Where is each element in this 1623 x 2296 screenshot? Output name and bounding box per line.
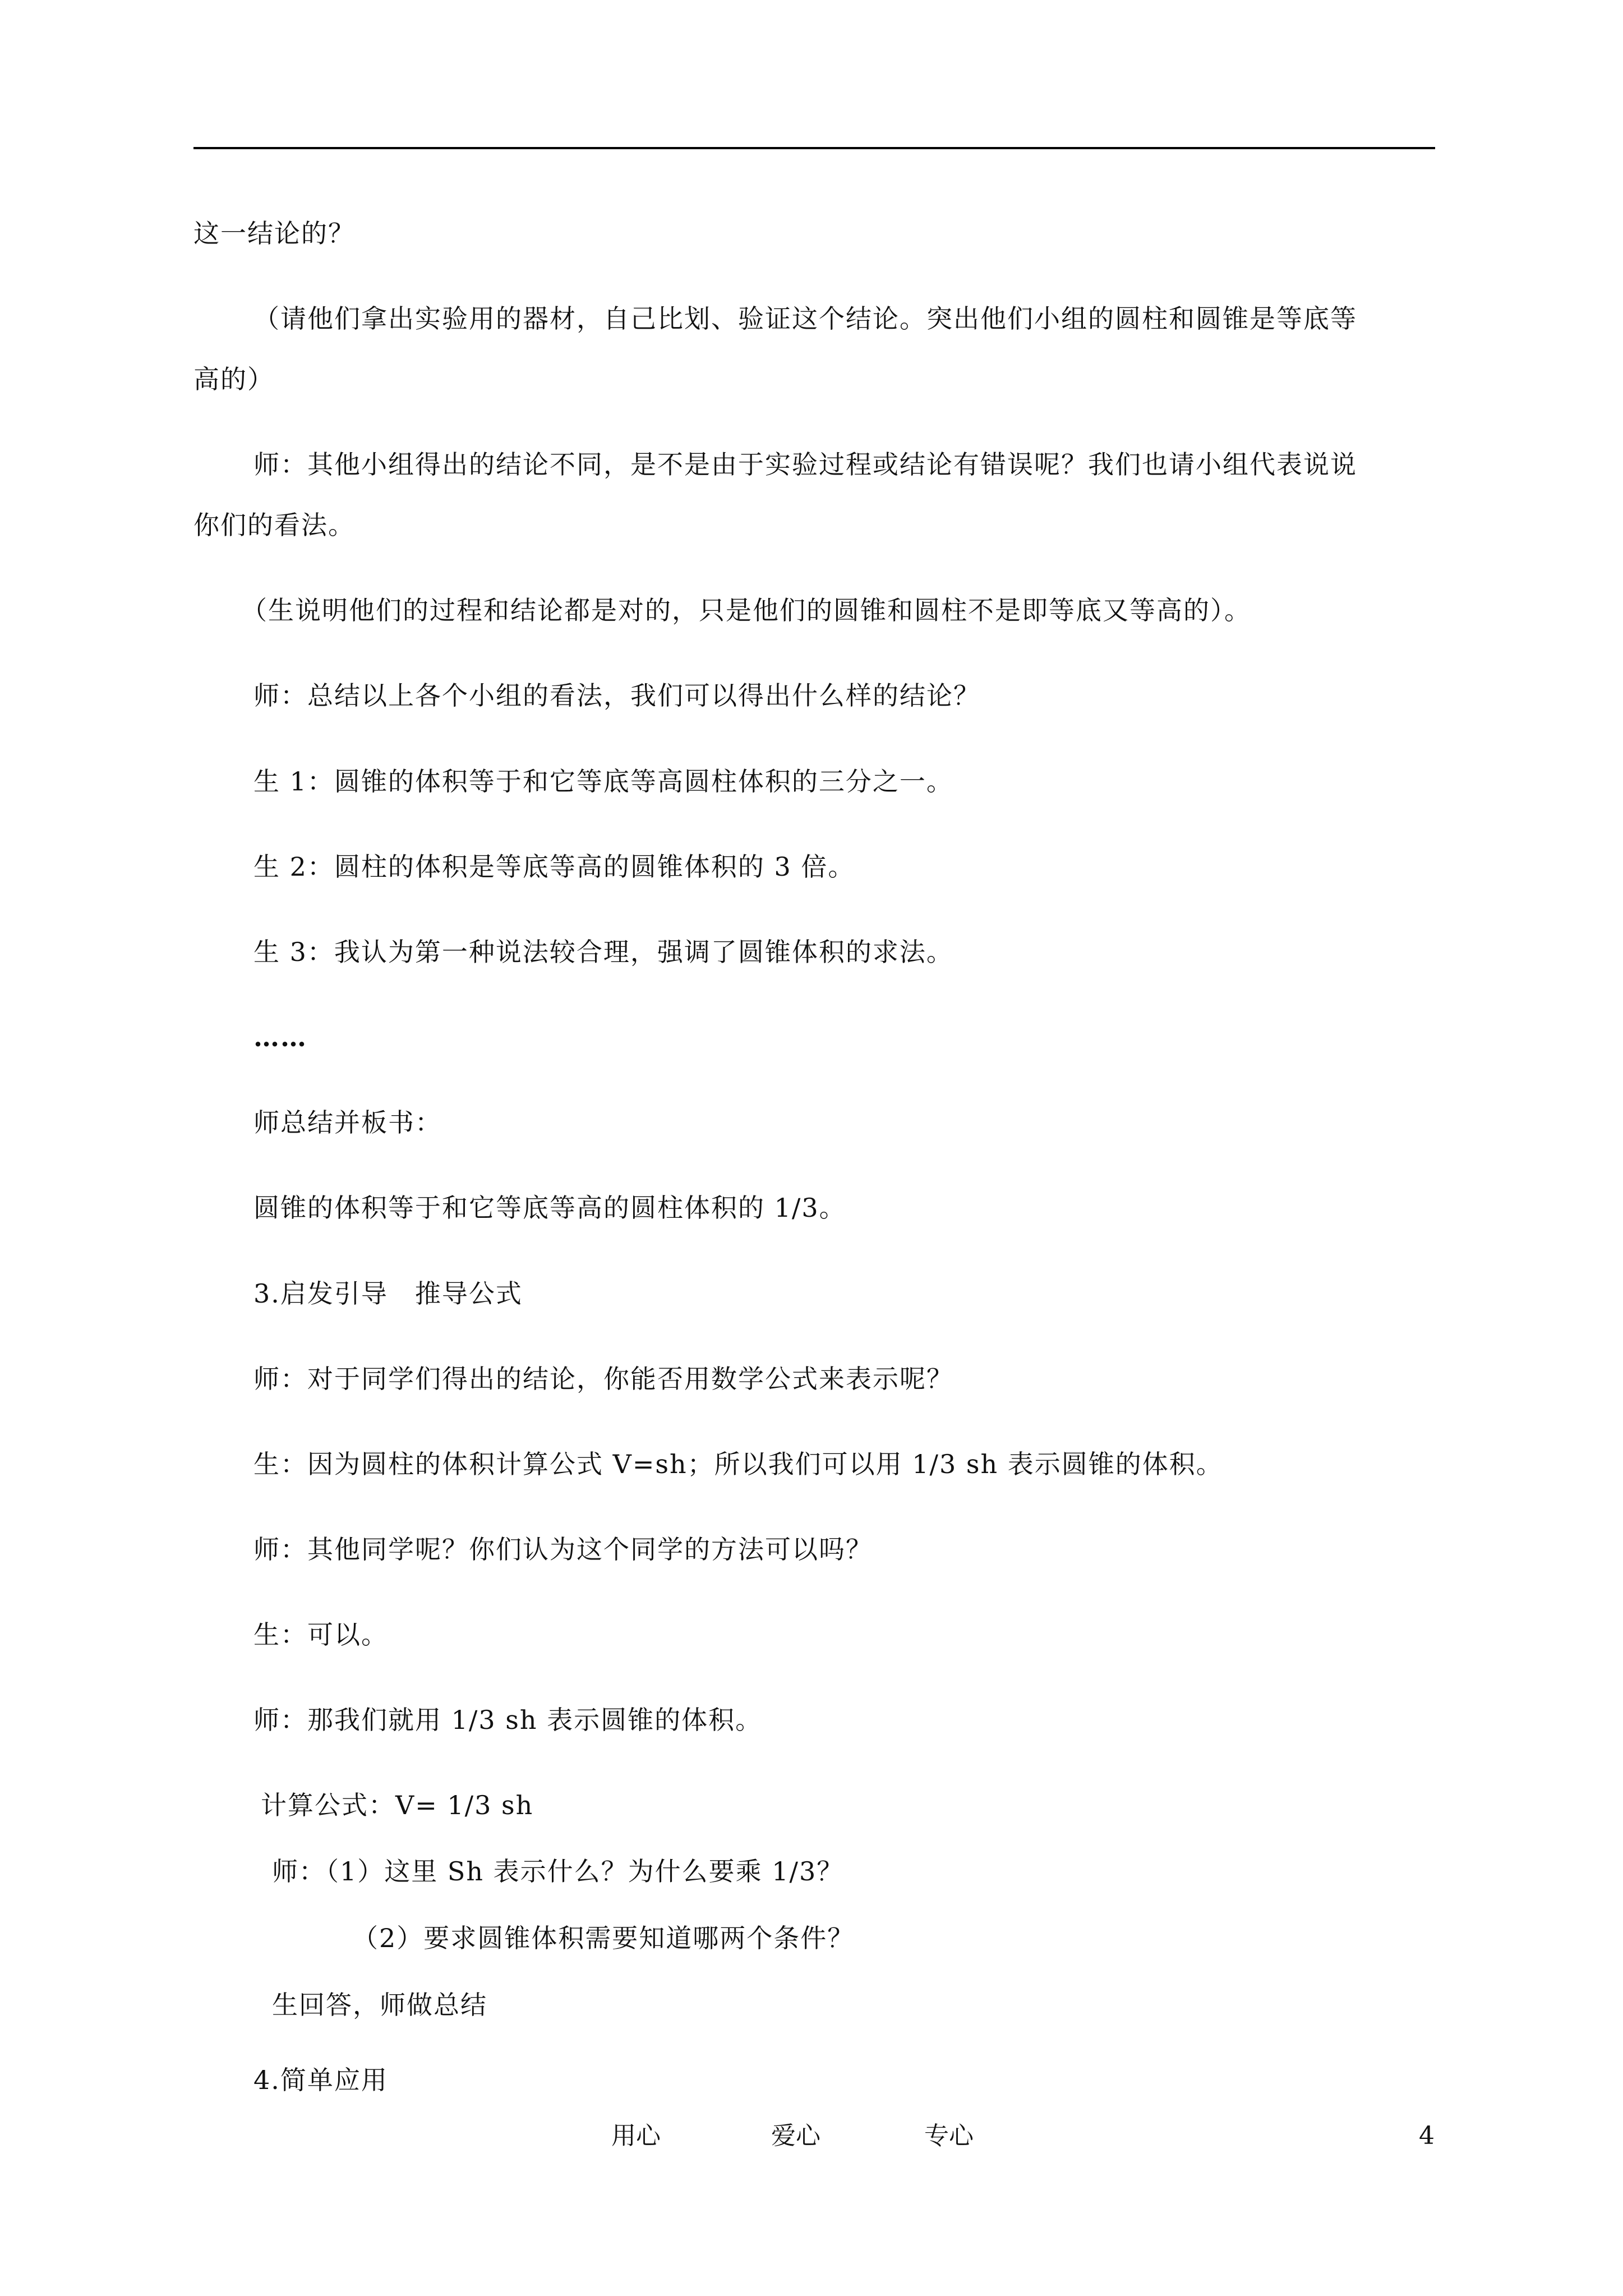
text-line: 师：其他小组得出的结论不同，是不是由于实验过程或结论有错误呢？我们也请小组代表说说 bbox=[253, 449, 1357, 480]
footer-motto-1: 用心 bbox=[611, 2122, 661, 2150]
text-line: 师总结并板书： bbox=[253, 1107, 442, 1138]
question-line: 师：（1）这里 Sh 表示什么？为什么要乘 1/3？ bbox=[272, 1856, 844, 1887]
text-line: 师：对于同学们得出的结论，你能否用数学公式来表示呢？ bbox=[253, 1364, 953, 1394]
text-line: 高的） bbox=[193, 364, 274, 394]
text-line: 生回答，师做总结 bbox=[272, 1990, 487, 2020]
text-line: 生：因为圆柱的体积计算公式 V=sh；所以我们可以用 1/3 sh 表示圆锥的体积。 bbox=[253, 1449, 1223, 1479]
page-number: 4 bbox=[1419, 2122, 1435, 2150]
text-line: 你们的看法。 bbox=[193, 510, 355, 540]
text-line: 师：总结以上各个小组的看法，我们可以得出什么样的结论？ bbox=[253, 680, 980, 711]
text-line: 生 3：我认为第一种说法较合理，强调了圆锥体积的求法。 bbox=[253, 937, 953, 967]
text-line: （生说明他们的过程和结论都是对的，只是他们的圆锥和圆柱不是即等底又等高的）。 bbox=[241, 595, 1251, 625]
text-line: 生 2：圆柱的体积是等底等高的圆锥体积的 3 倍。 bbox=[253, 852, 855, 882]
footer-motto-3: 专心 bbox=[924, 2122, 974, 2150]
text-line: 这一结论的？ bbox=[193, 218, 355, 249]
section-heading: 3.启发引导 推导公式 bbox=[253, 1278, 523, 1309]
header-rule bbox=[193, 147, 1435, 149]
section-heading: 4.简单应用 bbox=[253, 2065, 388, 2095]
text-line: （请他们拿出实验用的器材，自己比划、验证这个结论。突出他们小组的圆柱和圆锥是等底等 bbox=[253, 303, 1357, 334]
text-line: 生 1：圆锥的体积等于和它等底等高圆柱体积的三分之一。 bbox=[253, 766, 953, 797]
text-line: 生：可以。 bbox=[253, 1619, 388, 1650]
question-line: （2）要求圆锥体积需要知道哪两个条件？ bbox=[352, 1923, 855, 1953]
text-line: 圆锥的体积等于和它等底等高的圆柱体积的 1/3。 bbox=[253, 1193, 846, 1223]
text-line: 师：其他同学呢？你们认为这个同学的方法可以吗？ bbox=[253, 1534, 873, 1565]
text-line: 师：那我们就用 1/3 sh 表示圆锥的体积。 bbox=[253, 1705, 763, 1735]
footer-motto-2: 爱心 bbox=[771, 2122, 820, 2150]
ellipsis-line: …… bbox=[253, 1022, 307, 1052]
formula-line: 计算公式：V= 1/3 sh bbox=[261, 1790, 534, 1820]
